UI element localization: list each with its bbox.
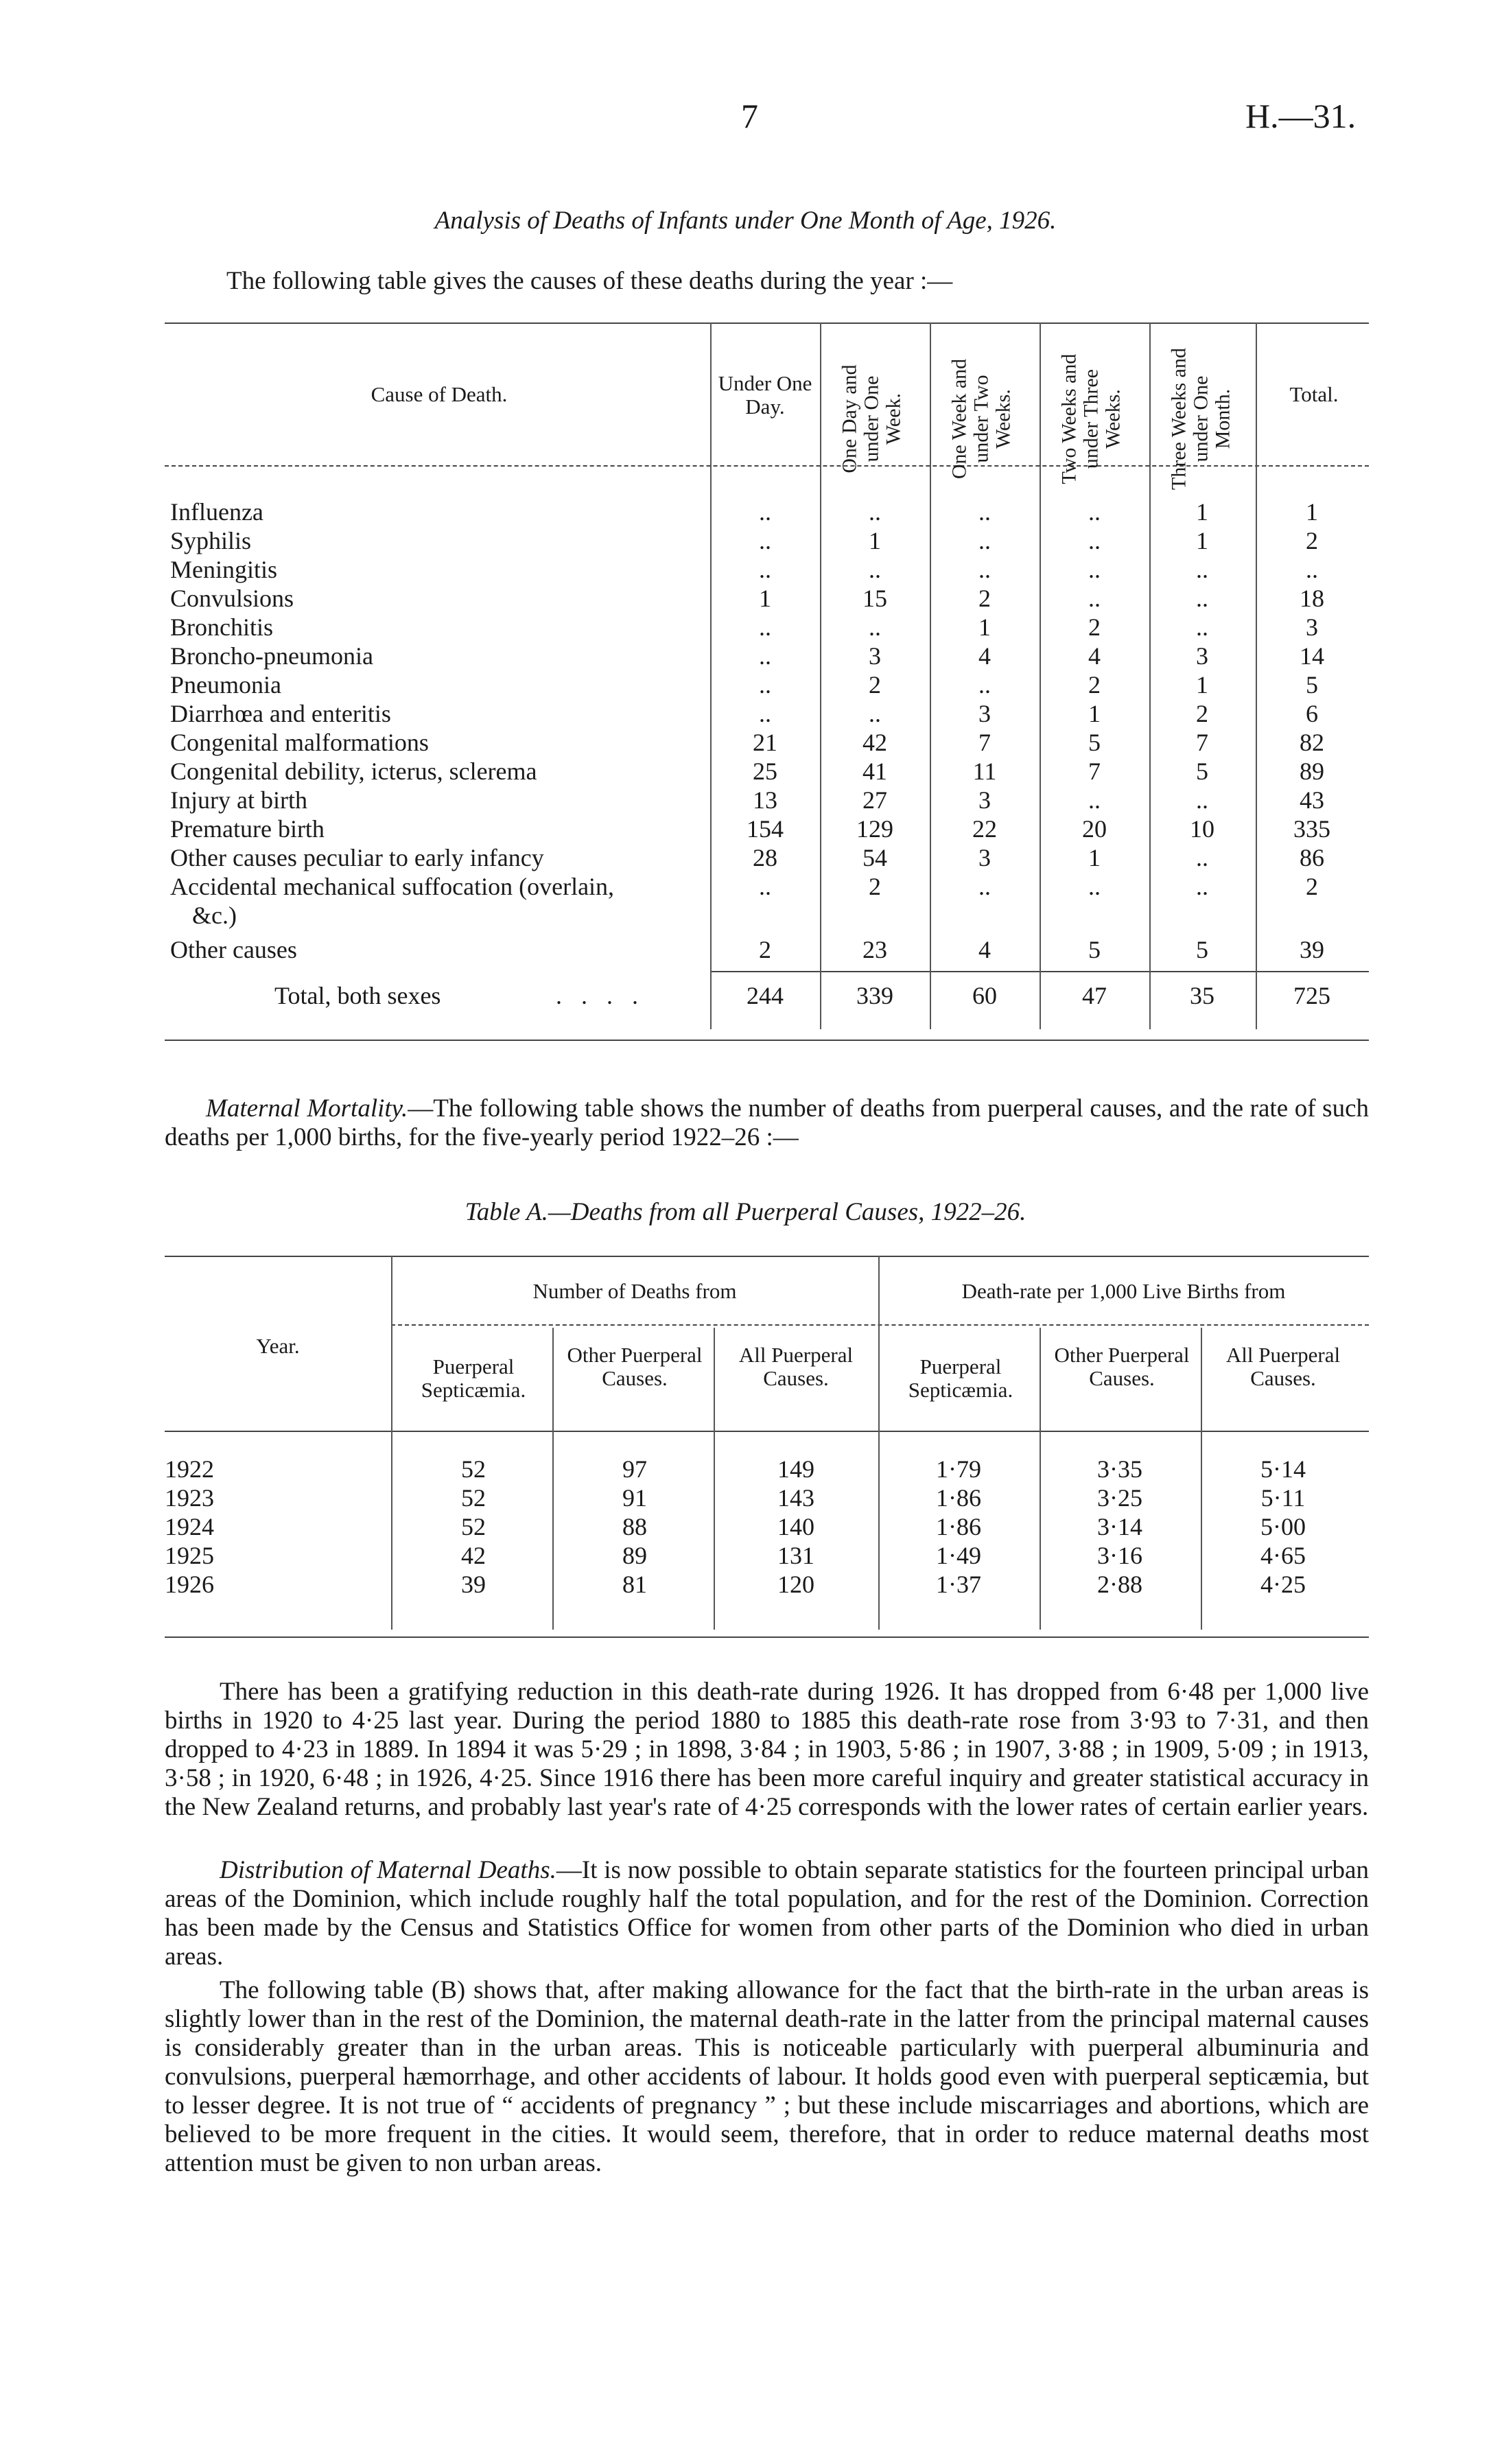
table-cell: 11 xyxy=(972,758,997,785)
table-cell: 140 xyxy=(777,1513,814,1540)
group-header-rate: Death-rate per 1,000 Live Births from xyxy=(961,1279,1286,1303)
column-divider xyxy=(714,1328,715,1630)
section-intro: The following table gives the causes of these deaths during the year :— xyxy=(226,267,953,295)
total-cell: 339 xyxy=(856,982,893,1009)
header-cause: Cause of Death. xyxy=(371,382,508,406)
table-cell: 1 xyxy=(978,613,991,641)
table-cell: 149 xyxy=(777,1455,814,1483)
column-divider xyxy=(1040,1328,1041,1630)
table-cell: 2 xyxy=(1306,873,1318,900)
table-cell: .. xyxy=(1196,585,1208,612)
table-cell: 7 xyxy=(1088,758,1101,785)
table-cell: .. xyxy=(978,556,991,583)
table-cell: .. xyxy=(869,556,881,583)
table-cell: 4 xyxy=(978,642,991,670)
table-cell: .. xyxy=(1196,556,1208,583)
table-cell: 3 xyxy=(869,642,881,670)
table-cell: 27 xyxy=(862,786,887,814)
table-rule xyxy=(165,1636,1369,1638)
cause-label: Diarrhœa and enteritis xyxy=(170,700,391,727)
table-cell: 4·65 xyxy=(1260,1542,1306,1569)
column-divider xyxy=(820,322,821,1029)
table-cell: 1 xyxy=(759,585,771,612)
year-label: 1924 xyxy=(165,1513,214,1540)
column-divider xyxy=(391,1256,392,1630)
table-cell: 20 xyxy=(1082,815,1107,843)
table-cell: 5·00 xyxy=(1260,1513,1306,1540)
table-cell: 131 xyxy=(777,1542,814,1569)
table-cell: .. xyxy=(978,527,991,554)
table-cell: 3·14 xyxy=(1097,1513,1142,1540)
table-cell: 4 xyxy=(978,936,991,963)
cause-label: Other causes xyxy=(170,936,297,963)
table-cell: 5 xyxy=(1196,758,1208,785)
table-cell: 41 xyxy=(862,758,887,785)
column-divider xyxy=(552,1328,554,1630)
table-cell: .. xyxy=(978,873,991,900)
table-cell: 2·88 xyxy=(1097,1571,1142,1598)
paragraph-text: —It is now possible to obtain separate statistics for the fourteen principal urban areas of the Dominion, which include roughly half the total population, and for the rest of the Dominion. Correction has been made by the Census and Statistics Office for women from other parts of the Dominion who died in urban areas. xyxy=(165,1856,1369,1971)
table-cell: 1·86 xyxy=(936,1513,981,1540)
table-cell: 52 xyxy=(461,1455,486,1483)
table-cell: 2 xyxy=(1088,671,1101,699)
table-cell: .. xyxy=(1088,873,1101,900)
table-cell: 88 xyxy=(622,1513,647,1540)
column-divider xyxy=(930,322,931,1029)
year-label: 1923 xyxy=(165,1484,214,1512)
table-cell: 15 xyxy=(862,585,887,612)
paragraph-distribution xyxy=(165,1856,1369,1971)
table-cell: 13 xyxy=(753,786,777,814)
table-cell: 39 xyxy=(1300,936,1324,963)
table-cell: .. xyxy=(759,556,771,583)
table-cell: 2 xyxy=(869,671,881,699)
table-cell: 1 xyxy=(1196,671,1208,699)
table-cell: 1·49 xyxy=(936,1542,981,1569)
table-cell: 2 xyxy=(978,585,991,612)
table-rule xyxy=(165,1256,1369,1257)
table-cell: 54 xyxy=(862,844,887,871)
table-cell: 3 xyxy=(978,700,991,727)
table-cell: 7 xyxy=(1196,729,1208,756)
table-cell: 129 xyxy=(856,815,893,843)
table-cell: .. xyxy=(1088,498,1101,526)
table-cell: 39 xyxy=(461,1571,486,1598)
header-year: Year. xyxy=(256,1334,300,1358)
table-cell: .. xyxy=(759,613,771,641)
maternal-mortality-paragraph xyxy=(165,1094,1369,1152)
total-cell: 725 xyxy=(1293,982,1330,1009)
table-cell: 5 xyxy=(1088,729,1101,756)
table-cell: 81 xyxy=(622,1571,647,1598)
table-cell: 5 xyxy=(1196,936,1208,963)
table-cell: 2 xyxy=(1088,613,1101,641)
table-cell: .. xyxy=(978,671,991,699)
table-cell: 5·14 xyxy=(1260,1455,1306,1483)
table-cell: 3·16 xyxy=(1097,1542,1142,1569)
table-cell: 25 xyxy=(753,758,777,785)
table-cell: .. xyxy=(1088,527,1101,554)
header-total: Total. xyxy=(1289,382,1339,406)
table-cell: .. xyxy=(1088,786,1101,814)
header-three-weeks-month: Three Weeks and under One Month. xyxy=(1167,348,1234,490)
table-cell: 1 xyxy=(1306,498,1318,526)
table-cell: 5 xyxy=(1306,671,1318,699)
table-cell: 2 xyxy=(759,936,771,963)
header-one-day-one-week: One Day and under One Week. xyxy=(838,364,905,473)
table-cell: .. xyxy=(1196,873,1208,900)
table-cell: 6 xyxy=(1306,700,1318,727)
table-cell: 52 xyxy=(461,1484,486,1512)
cause-label-continued: &c.) xyxy=(192,902,237,929)
table-cell: 28 xyxy=(753,844,777,871)
cause-label: Broncho-pneumonia xyxy=(170,642,373,670)
table-cell: 14 xyxy=(1300,642,1324,670)
table-cell: 3 xyxy=(1196,642,1208,670)
table-cell: 82 xyxy=(1300,729,1324,756)
year-label: 1925 xyxy=(165,1542,214,1569)
table-a-title: Table A.—Deaths from all Puerperal Causes, 1922–26. xyxy=(465,1198,1026,1226)
table-cell: .. xyxy=(759,527,771,554)
year-label: 1926 xyxy=(165,1571,214,1598)
paragraph-text: There has been a gratifying reduction in this death-rate during 1926. It has dropped from 6·48 per 1,000 live births in 1920 to 4·25 last year. During the period 1880 to 1885 this death-rate rose from 3·93 to 7·31, and then dropped to 4·23 in 1889. In 1894 it was 5·29 ; in 1898, 3·84 ; in 1903, 5·86 ; in 1907, 3·88 ; in 1909, 5·09 ; in 1913, 3·58 ; in 1920, 6·48 ; in 1926, 4·25. Since 1916 there has been more careful inquiry and greater statistical accuracy in the New Zealand returns, and probably last year's rate of 4·25 corresponds with the lower rates of certain earlier years. xyxy=(165,1678,1369,1821)
subheader: Other Puerperal Causes. xyxy=(567,1343,703,1390)
table-cell: .. xyxy=(759,700,771,727)
table-rule xyxy=(391,1324,1369,1326)
table-cell: 154 xyxy=(747,815,784,843)
section-title: Analysis of Deaths of Infants under One Month of Age, 1926. xyxy=(434,207,1057,235)
table-cell: 1 xyxy=(1196,498,1208,526)
table-cell: 1·86 xyxy=(936,1484,981,1512)
table-cell: 89 xyxy=(1300,758,1324,785)
table-cell: 10 xyxy=(1190,815,1214,843)
table-cell: 4 xyxy=(1088,642,1101,670)
cause-label: Injury at birth xyxy=(170,786,307,814)
column-divider xyxy=(1256,322,1257,1029)
cause-label: Influenza xyxy=(170,498,263,526)
paragraph-lead: Distribution of Maternal Deaths. xyxy=(220,1856,556,1884)
cause-label: Other causes peculiar to early infancy xyxy=(170,844,544,871)
cause-label: Convulsions xyxy=(170,585,294,612)
table-rule xyxy=(165,1040,1369,1041)
cause-label: Bronchitis xyxy=(170,613,273,641)
table-cell: .. xyxy=(1196,786,1208,814)
table-cell: 2 xyxy=(869,873,881,900)
table-cell: .. xyxy=(1196,613,1208,641)
table-cell: .. xyxy=(759,498,771,526)
table-cell: 22 xyxy=(972,815,997,843)
group-header-number: Number of Deaths from xyxy=(532,1279,737,1303)
table-cell: 2 xyxy=(1306,527,1318,554)
table-cell: 89 xyxy=(622,1542,647,1569)
subheader: Puerperal Septicæmia. xyxy=(421,1354,526,1402)
total-cell: 244 xyxy=(747,982,784,1009)
subheader: Puerperal Septicæmia. xyxy=(908,1354,1013,1402)
column-divider xyxy=(1201,1328,1202,1630)
table-cell: .. xyxy=(1196,844,1208,871)
table-cell: 97 xyxy=(622,1455,647,1483)
table-cell: .. xyxy=(1088,556,1101,583)
infant-deaths-table xyxy=(165,322,1369,1057)
subheader: All Puerperal Causes. xyxy=(1225,1343,1341,1390)
table-cell: 3·35 xyxy=(1097,1455,1142,1483)
table-cell: 7 xyxy=(978,729,991,756)
table-cell: 4·25 xyxy=(1260,1571,1306,1598)
table-cell: 42 xyxy=(461,1542,486,1569)
table-rule xyxy=(165,322,1369,324)
table-cell: 2 xyxy=(1196,700,1208,727)
table-cell: 1·79 xyxy=(936,1455,981,1483)
table-cell: 21 xyxy=(753,729,777,756)
table-cell: .. xyxy=(869,613,881,641)
header-one-two-weeks: One Week and under Two Weeks. xyxy=(948,358,1015,480)
table-cell: 42 xyxy=(862,729,887,756)
table-cell: .. xyxy=(1088,585,1101,612)
subheader: All Puerperal Causes. xyxy=(738,1343,854,1390)
table-cell: 120 xyxy=(777,1571,814,1598)
cause-label: Accidental mechanical suffocation (overlain, xyxy=(170,873,615,900)
table-cell: 5·11 xyxy=(1260,1484,1306,1512)
table-cell: 1 xyxy=(869,527,881,554)
table-cell: 3 xyxy=(978,844,991,871)
table-cell: 5 xyxy=(1088,936,1101,963)
cause-label: Syphilis xyxy=(170,527,252,554)
table-cell: 91 xyxy=(622,1484,647,1512)
table-cell: 3 xyxy=(978,786,991,814)
table-cell: 3 xyxy=(1306,613,1318,641)
column-divider xyxy=(1040,322,1041,1029)
paragraph-text: The following table (B) shows that, after making allowance for the fact that the birth-rate in the urban areas is slightly lower than in the rest of the Dominion, the maternal death-rate in the latter from the principal maternal causes is considerably greater than in the urban areas. This is noticeable particularly with puerperal albuminuria and convulsions, puerperal hæmorrhage, and other accidents of labour. It holds good even with puerperal septicæmia, but to lesser degree. It is not true of “ accidents of pregnancy ” ; but these include miscarriages and abortions, which are believed to be more frequent in the cities. It would seem, therefore, that in order to reduce maternal deaths most attention must be given to non urban areas. xyxy=(165,1976,1369,2177)
cause-label: Meningitis xyxy=(170,556,278,583)
total-cell: 60 xyxy=(972,982,997,1009)
total-cell: 47 xyxy=(1082,982,1107,1009)
table-cell: .. xyxy=(869,700,881,727)
page-number: 7 xyxy=(741,97,758,135)
total-label: Total, both sexes xyxy=(274,982,441,1009)
table-cell: 52 xyxy=(461,1513,486,1540)
table-cell: 18 xyxy=(1300,585,1324,612)
header-two-three-weeks: Two Weeks and under Three Weeks. xyxy=(1057,353,1125,484)
table-cell: 1 xyxy=(1088,700,1101,727)
table-cell: .. xyxy=(759,642,771,670)
cause-label: Pneumonia xyxy=(170,671,281,699)
paragraph-table-b xyxy=(165,1976,1369,2178)
table-cell: 1 xyxy=(1088,844,1101,871)
table-cell: 43 xyxy=(1300,786,1324,814)
puerperal-deaths-table xyxy=(165,1256,1369,1647)
column-divider xyxy=(878,1256,880,1630)
year-label: 1922 xyxy=(165,1455,214,1483)
maternal-text: —The following table shows the number of deaths from puerperal causes, and the rate of such deaths per 1,000 births, for the five-yearly period 1922–26 :— xyxy=(165,1094,1369,1151)
table-cell: 3·25 xyxy=(1097,1484,1142,1512)
leader-dots: .... xyxy=(556,982,657,1009)
table-cell: 1 xyxy=(1196,527,1208,554)
table-cell: .. xyxy=(978,498,991,526)
maternal-lead: Maternal Mortality. xyxy=(206,1094,408,1123)
column-divider xyxy=(710,322,712,1029)
cause-label: Congenital debility, icterus, sclerema xyxy=(170,758,537,785)
table-cell: .. xyxy=(869,498,881,526)
table-rule xyxy=(165,1431,1369,1432)
table-cell: 335 xyxy=(1293,815,1330,843)
total-cell: 35 xyxy=(1190,982,1214,1009)
page-reference: H.—31. xyxy=(1245,97,1357,135)
cause-label: Premature birth xyxy=(170,815,325,843)
table-cell: .. xyxy=(759,671,771,699)
table-cell: .. xyxy=(759,873,771,900)
table-cell: 86 xyxy=(1300,844,1324,871)
cause-label: Congenital malformations xyxy=(170,729,429,756)
subheader: Other Puerperal Causes. xyxy=(1054,1343,1190,1390)
header-under-one-day: Under One Day. xyxy=(718,371,812,419)
paragraph-reduction xyxy=(165,1678,1369,1822)
table-cell: .. xyxy=(1306,556,1318,583)
table-cell: 143 xyxy=(777,1484,814,1512)
table-cell: 23 xyxy=(862,936,887,963)
table-cell: 1·37 xyxy=(936,1571,981,1598)
